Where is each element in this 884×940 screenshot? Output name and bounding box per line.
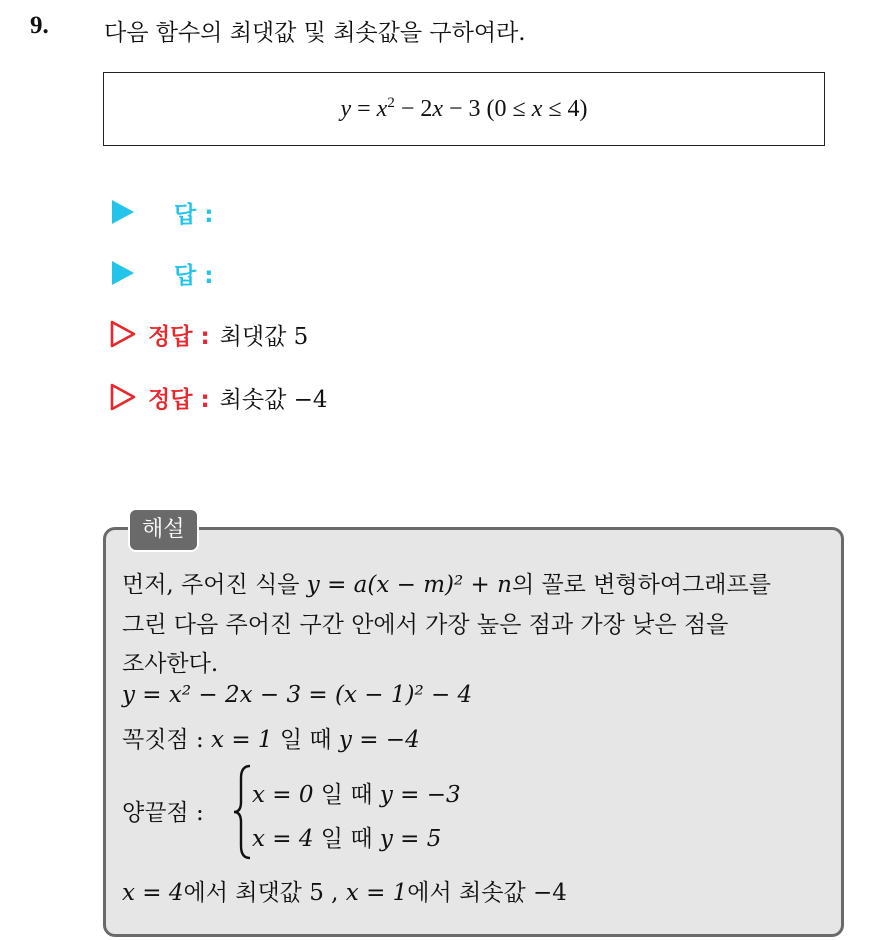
vertex-mid: 일 때 xyxy=(272,727,339,753)
vertex-label: 꼭짓점 : xyxy=(122,727,212,753)
case-1-x: x = 0 xyxy=(252,782,314,808)
endpoint-case-2 xyxy=(252,820,441,853)
correct-answer-row-1 xyxy=(110,316,308,352)
formula-eq: = xyxy=(351,96,377,122)
formula-rest2: − 3 (0 ≤ xyxy=(443,96,532,122)
solution-line-1-pre: 먼저, 주어진 식을 xyxy=(122,572,307,598)
endpoint-case-1 xyxy=(252,776,461,809)
case-1-y: y = −3 xyxy=(379,782,461,808)
answer-label-2: 답 : xyxy=(174,262,214,289)
correct-answer-row-2 xyxy=(110,379,328,415)
solution-final-line xyxy=(122,874,567,907)
solution-line-2: 그린 다음 주어진 구간 안에서 가장 높은 점과 가장 낮은 점을 xyxy=(122,612,729,638)
final-max-text: 에서 최댓값 5 , xyxy=(183,880,346,906)
correct-value-1: 최댓값 5 xyxy=(219,323,309,350)
case-2-y: y = 5 xyxy=(379,826,442,852)
final-x-min: x = 1 xyxy=(345,880,408,906)
solution-tab: 해설 xyxy=(128,508,199,552)
solution-line-1-post: 의 꼴로 변형하여그래프를 xyxy=(511,572,771,598)
formula-x2: x xyxy=(432,96,444,122)
case-1-mid: 일 때 xyxy=(313,782,380,808)
play-triangle-icon xyxy=(112,200,134,224)
question-text: 다음 함수의 최댓값 및 최솟값을 구하여라. xyxy=(104,20,526,46)
formula-range-x: x xyxy=(531,96,543,122)
final-x-max: x = 4 xyxy=(122,880,184,906)
correct-value-2: 최솟값 −4 xyxy=(219,386,328,413)
answer-label-1: 답 : xyxy=(174,201,214,228)
outline-triangle-icon xyxy=(110,383,136,411)
formula-rest: − 2 xyxy=(394,96,433,122)
formula xyxy=(340,95,587,123)
vertex-y: y = −4 xyxy=(338,727,420,753)
solution-line-5 xyxy=(122,721,420,754)
formula-exponent: 2 xyxy=(387,95,395,111)
correct-label-2: 정답 : xyxy=(148,386,210,413)
play-triangle-icon xyxy=(112,261,134,285)
formula-range-end: ≤ 4) xyxy=(542,96,588,122)
case-2-x: x = 4 xyxy=(252,826,314,852)
solution-line-4: y = x² − 2x − 3 = (x − 1)² − 4 xyxy=(122,682,473,708)
case-2-mid: 일 때 xyxy=(313,826,380,852)
solution-line-3: 조사한다. xyxy=(122,651,219,677)
vertex-x: x = 1 xyxy=(211,727,273,753)
left-brace-icon xyxy=(232,764,254,860)
formula-x: x xyxy=(376,96,388,122)
solution-line-1-math: y = a(x − m)² + n xyxy=(306,572,512,598)
formula-box xyxy=(103,72,825,146)
question-number: 9. xyxy=(30,12,49,39)
final-min-text: 에서 최솟값 −4 xyxy=(407,880,567,906)
answer-row-2 xyxy=(110,255,213,291)
correct-label-1: 정답 : xyxy=(148,323,210,350)
solution-line-1 xyxy=(122,566,771,599)
endpoints-label: 양끝점 : xyxy=(122,800,204,826)
answer-row-1 xyxy=(110,194,213,230)
outline-triangle-icon xyxy=(110,320,136,348)
formula-y: y xyxy=(340,96,352,122)
